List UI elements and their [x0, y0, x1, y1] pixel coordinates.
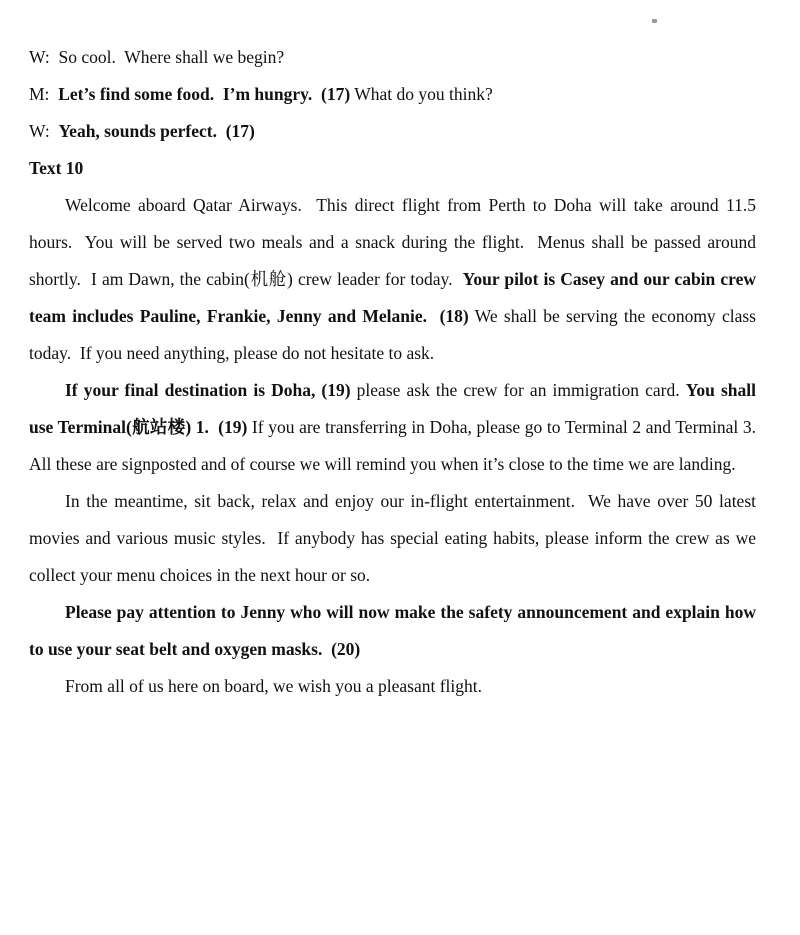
body-text: please ask the crew for an immigration card.: [350, 380, 686, 400]
paragraph: [29, 594, 756, 668]
body-text: W: So cool. Where shall we begin?: [29, 47, 285, 67]
answer-key-text: You shall use Terminal(航站楼) 1. (19): [29, 380, 757, 437]
body-text: We shall be serving the economy class today. If you need anything, please do not hesitate to ask.: [29, 306, 756, 363]
scan-artifact-dot: [652, 19, 657, 23]
body-text: W:: [29, 121, 59, 141]
answer-key-text: Text 10: [29, 158, 84, 178]
body-text: In the meantime, sit back, relax and enjoy our in-flight entertainment. We have over 50 latest movies and various music styles. If anybody has special eating habits, please inform the crew as we collect your menu choices in the next hour or so.: [29, 491, 756, 585]
dialogue-line: [29, 76, 756, 113]
paragraph: [29, 668, 756, 705]
paragraph: [29, 483, 756, 594]
answer-key-text: Please pay attention to Jenny who will now make the safety announcement and explain how to use your seat belt and oxygen masks. (20): [29, 602, 756, 659]
answer-key-text: Your pilot is Casey and our cabin crew team includes Pauline, Frankie, Jenny and Melanie. (18): [29, 269, 756, 326]
body-text: From all of us here on board, we wish you a pleasant flight.: [65, 676, 482, 696]
body-text: What do you think?: [350, 84, 493, 104]
body-text: M:: [29, 84, 59, 104]
paragraph: [29, 187, 756, 372]
document-body: [29, 39, 756, 705]
body-text: Welcome aboard Qatar Airways. This direct flight from Perth to Doha will take around 11.5 hours. You will be served two meals and a snack during the flight. Menus shall be passed around shortly. I am Dawn, the cabin(机舱) crew leader for today.: [29, 195, 756, 289]
dialogue-line: [29, 39, 756, 76]
paragraph: [29, 372, 756, 483]
dialogue-line: [29, 113, 756, 150]
section-heading: [29, 150, 756, 187]
answer-key-text: If your final destination is Doha, (19): [65, 380, 351, 400]
answer-key-text: Yeah, sounds perfect. (17): [58, 121, 255, 141]
answer-key-text: Let’s find some food. I’m hungry. (17): [58, 84, 351, 104]
body-text: If you are transferring in Doha, please go to Terminal 2 and Terminal 3. All these are signposted and of course we will remind you when it’s close to the time we are landing.: [29, 417, 757, 474]
